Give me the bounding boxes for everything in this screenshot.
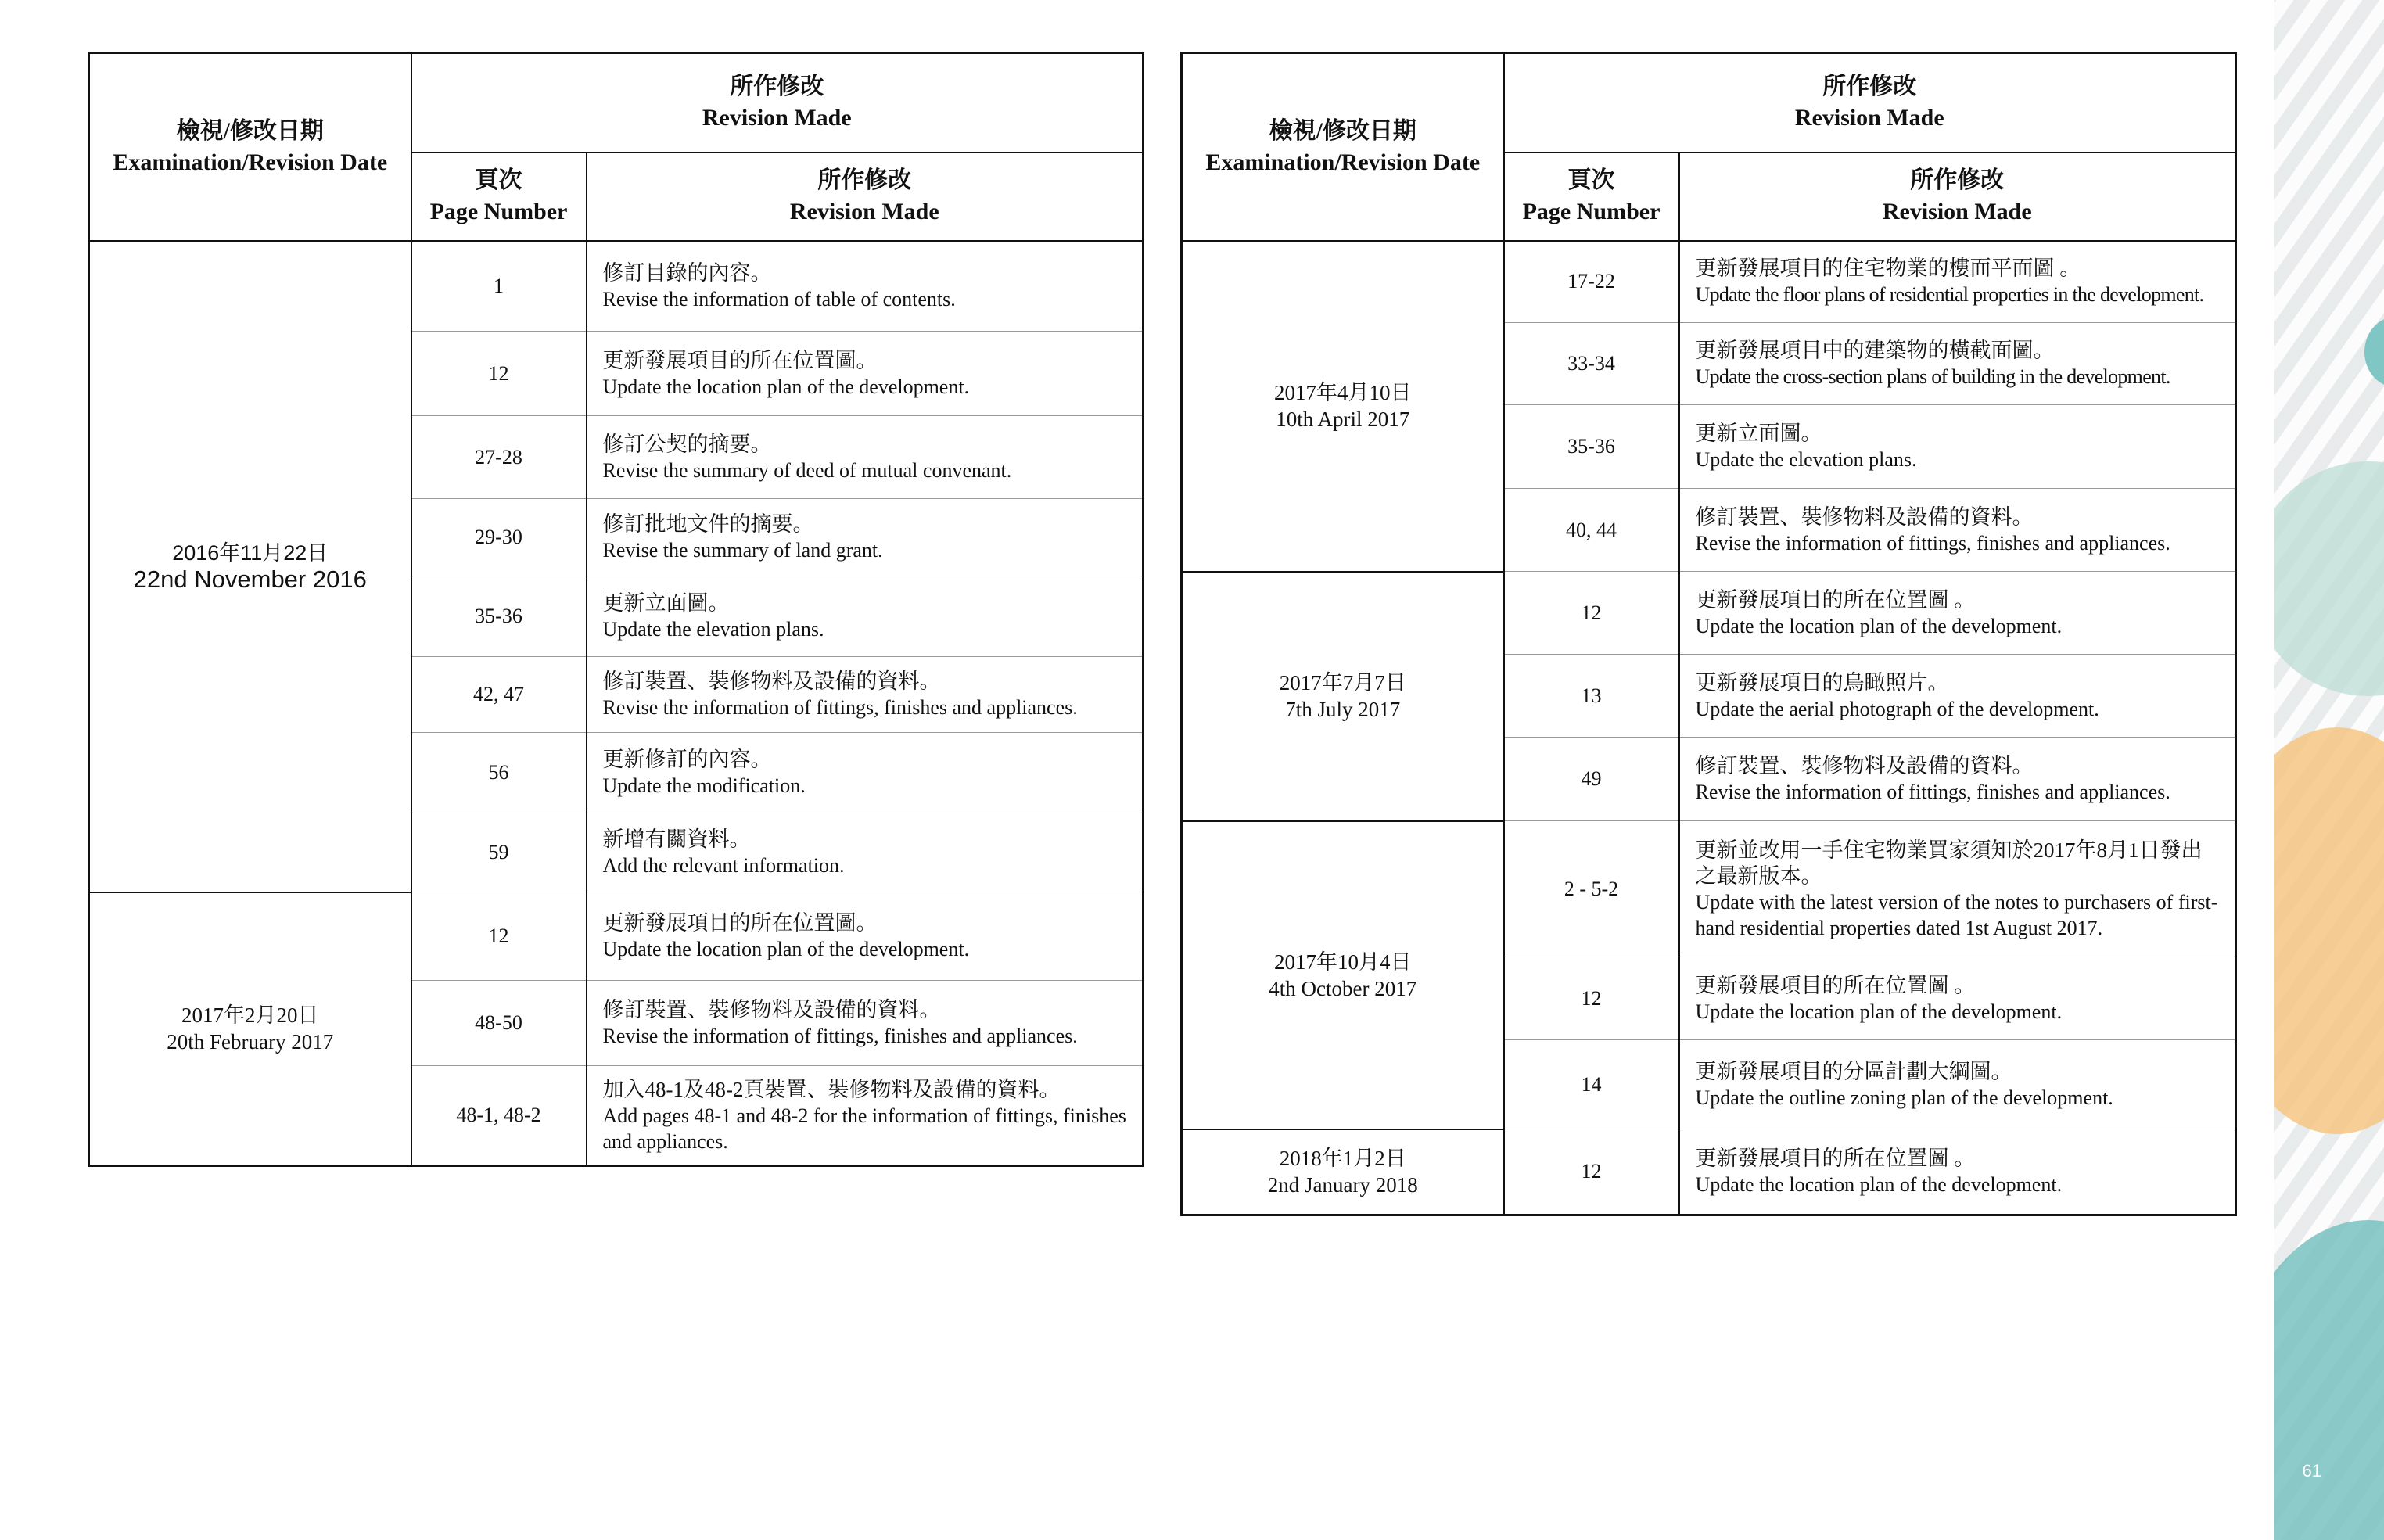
description-zh: 加入48-1及48-2頁裝置、裝修物料及設備的資料。 (602, 1077, 1061, 1101)
revision-group (89, 892, 1144, 1166)
revision-date-zh: 2017年7月7日 (1279, 671, 1406, 695)
description-en: Update the aerial photograph of the development. (1695, 697, 2099, 720)
teal-large-circle-shape (2274, 1220, 2384, 1540)
description-zh: 修訂目錄的內容。 (602, 260, 772, 285)
revision-group (1182, 1129, 2236, 1215)
revision-date-zh: 2017年2月20日 (181, 1003, 319, 1028)
page-number-cell: 1 (411, 241, 587, 332)
header-revision (1504, 53, 2236, 153)
description-zh: 更新立面圖。 (602, 591, 730, 615)
description-zh: 更新發展項目的所在位置圖。 (602, 911, 878, 935)
header-revision-zh: 所作修改 (730, 74, 824, 100)
description-en: Update the outline zoning plan of the development. (1695, 1086, 2113, 1109)
header-revision-en: Revision Made (702, 105, 852, 131)
revision-date (1182, 241, 1504, 572)
revision-date (1182, 572, 1504, 821)
description-zh: 修訂裝置、裝修物料及設備的資料。 (602, 998, 941, 1021)
revision-description (587, 657, 1144, 733)
description-en: Update the elevation plans. (602, 618, 824, 641)
page-number: 61 (2302, 1461, 2321, 1481)
revision-date-en: 20th February 2017 (167, 1030, 334, 1054)
revision-group (1182, 241, 2236, 572)
description-zh: 新增有關資料。 (602, 827, 751, 851)
table-row (1182, 1129, 2236, 1215)
description-en: Update the location plan of the development. (1695, 1000, 2063, 1023)
decorative-side-panel (2274, 0, 2384, 1540)
description-zh: 更新立面圖。 (1695, 422, 1822, 445)
revision-date-zh: 2017年10月4日 (1274, 949, 1412, 974)
revision-date-zh: 2016年11月22日 (172, 541, 329, 565)
description-zh: 更新發展項目的所在位置圖 。 (1695, 587, 1976, 612)
description-zh: 更新並改用一手住宅物業買家須知於2017年8月1日發出之最新版本。 (1695, 838, 2203, 888)
revision-description (587, 892, 1144, 981)
revision-description (1679, 323, 2236, 405)
header-revision-sub-zh: 所作修改 (817, 167, 912, 193)
page-number-cell: 49 (1504, 738, 1679, 821)
description-en: Revise the summary of land grant. (602, 539, 883, 562)
page-number-cell: 12 (411, 892, 587, 981)
revision-description (1679, 655, 2236, 738)
revision-date-en: 10th April 2017 (1276, 407, 1410, 431)
table-row (89, 892, 1144, 981)
header-revision-sub (1679, 153, 2236, 241)
page-number-cell: 33-34 (1504, 323, 1679, 405)
header-revision-sub-en: Revision Made (1882, 199, 2032, 224)
header-date-en: Examination/Revision Date (1205, 149, 1481, 175)
page-number-cell: 13 (1504, 655, 1679, 738)
header-page (1504, 153, 1679, 241)
page-number-cell: 42, 47 (411, 657, 587, 733)
page-number-cell: 12 (411, 332, 587, 416)
description-zh: 更新發展項目的所在位置圖。 (602, 348, 878, 372)
description-zh: 修訂裝置、裝修物料及設備的資料。 (1695, 754, 2034, 777)
header-date (1182, 53, 1504, 241)
header-revision-sub-en: Revision Made (789, 199, 939, 224)
description-zh: 修訂批地文件的摘要。 (602, 512, 814, 536)
description-en: Update the location plan of the development. (1695, 1173, 2063, 1196)
revision-table-right (1180, 52, 2237, 1216)
description-zh: 更新發展項目的所在位置圖 。 (1695, 973, 1976, 997)
description-en: Revise the information of table of contents. (602, 287, 956, 311)
description-zh: 更新發展項目的鳥瞰照片。 (1695, 670, 1949, 695)
description-zh: 更新修訂的內容。 (602, 748, 772, 771)
revision-date (89, 241, 411, 892)
header-page-en: Page Number (1522, 199, 1661, 224)
description-en: Update the location plan of the development. (602, 938, 970, 960)
revision-description (587, 981, 1144, 1066)
table-row (1182, 572, 2236, 655)
page-number-cell: 2 - 5-2 (1504, 821, 1679, 957)
description-en: Update the location plan of the development. (602, 375, 970, 398)
revision-description (1679, 241, 2236, 323)
revision-description (587, 499, 1144, 576)
description-en: Add pages 48-1 and 48-2 for the information of fittings, finishes and appliances. (602, 1104, 1126, 1153)
mint-circle-shape (2274, 461, 2384, 696)
revision-description (587, 416, 1144, 499)
header-page-zh: 頁次 (475, 167, 522, 193)
header-revision-sub-zh: 所作修改 (1910, 167, 2005, 193)
description-zh: 更新發展項目的所在位置圖 。 (1695, 1147, 1976, 1170)
page-number-cell: 40, 44 (1504, 489, 1679, 572)
description-en: Update the floor plans of residential properties in the development. (1695, 283, 2204, 307)
description-en: Revise the information of fittings, finishes and appliances. (1695, 781, 2170, 803)
revision-group (89, 241, 1144, 892)
description-zh: 修訂裝置、裝修物料及設備的資料。 (1695, 504, 2034, 529)
revision-description (1679, 572, 2236, 655)
table-row (89, 241, 1144, 332)
revision-date (1182, 1129, 1504, 1215)
revision-description (587, 332, 1144, 416)
revision-description (587, 813, 1144, 892)
page-number-cell: 48-1, 48-2 (411, 1066, 587, 1166)
table-row (1182, 821, 2236, 957)
description-zh: 修訂裝置、裝修物料及設備的資料。 (602, 669, 941, 693)
header-date-en: Examination/Revision Date (113, 149, 388, 175)
page-number-cell: 35-36 (1504, 405, 1679, 489)
description-en: Revise the information of fittings, finishes and appliances. (1695, 531, 2170, 555)
header-revision-en: Revision Made (1794, 105, 1944, 131)
description-en: Revise the summary of deed of mutual convenant. (602, 458, 1012, 482)
revision-description (1679, 821, 2236, 957)
description-en: Update the elevation plans. (1695, 448, 1917, 471)
description-zh: 更新發展項目的住宅物業的樓面平面圖 。 (1695, 257, 2081, 281)
revision-table-left (88, 52, 1144, 1167)
orange-circle-shape (2274, 727, 2384, 1134)
description-zh: 更新發展項目的分區計劃大綱圖。 (1695, 1059, 2012, 1083)
revision-group (1182, 821, 2236, 1129)
header-page-en: Page Number (429, 199, 568, 224)
description-en: Update the modification. (602, 774, 806, 797)
revision-group (1182, 572, 2236, 821)
page-number-cell: 29-30 (411, 499, 587, 576)
page-number-cell: 12 (1504, 1129, 1679, 1215)
page-number-cell: 14 (1504, 1040, 1679, 1129)
table-row (1182, 241, 2236, 323)
revision-description (587, 241, 1144, 332)
description-en: Update with the latest version of the notes to purchasers of first-hand residential properties dated 1st August 2017. (1695, 890, 2218, 939)
revision-description (587, 733, 1144, 813)
revision-description (1679, 738, 2236, 821)
revision-description (587, 1066, 1144, 1166)
header-date-zh: 檢視/修改日期 (1269, 117, 1416, 144)
revision-date-en: 2nd January 2018 (1267, 1173, 1418, 1197)
description-en: Update the cross-section plans of building in the development. (1695, 365, 2170, 388)
revision-description (1679, 405, 2236, 489)
page-number-cell: 59 (411, 813, 587, 892)
revision-description (587, 576, 1144, 657)
revision-date (1182, 821, 1504, 1129)
revision-date-en: 7th July 2017 (1285, 698, 1401, 721)
page-number-cell: 56 (411, 733, 587, 813)
revision-date (89, 892, 411, 1166)
page-number-cell: 35-36 (411, 576, 587, 657)
header-revision (411, 53, 1144, 153)
revision-description (1679, 957, 2236, 1040)
page-number-cell: 48-50 (411, 981, 587, 1066)
page-number-cell: 17-22 (1504, 241, 1679, 323)
revision-date-zh: 2018年1月2日 (1279, 1147, 1406, 1171)
page-number-cell: 12 (1504, 572, 1679, 655)
description-en: Revise the information of fittings, finishes and appliances. (602, 696, 1078, 719)
revision-description (1679, 489, 2236, 572)
revision-description (1679, 1040, 2236, 1129)
description-zh: 修訂公契的摘要。 (602, 432, 772, 456)
revision-date-en: 4th October 2017 (1269, 976, 1417, 1000)
table-header (89, 53, 1144, 241)
header-page-zh: 頁次 (1567, 167, 1615, 193)
header-revision-sub (587, 153, 1144, 241)
header-date (89, 53, 411, 241)
description-en: Add the relevant information. (602, 854, 845, 877)
page-number-cell: 12 (1504, 957, 1679, 1040)
description-en: Update the location plan of the development. (1695, 614, 2063, 637)
header-date-zh: 檢視/修改日期 (176, 117, 324, 144)
description-en: Revise the information of fittings, finishes and appliances. (602, 1025, 1078, 1047)
revision-description (1679, 1129, 2236, 1215)
table-header (1182, 53, 2236, 241)
header-page (411, 153, 587, 241)
page-number-cell: 27-28 (411, 416, 587, 499)
revision-date-zh: 2017年4月10日 (1274, 381, 1412, 404)
description-zh: 更新發展項目中的建築物的橫截面圖。 (1695, 339, 2055, 362)
header-revision-zh: 所作修改 (1822, 74, 1917, 100)
revision-date-en: 22nd November 2016 (133, 565, 367, 593)
